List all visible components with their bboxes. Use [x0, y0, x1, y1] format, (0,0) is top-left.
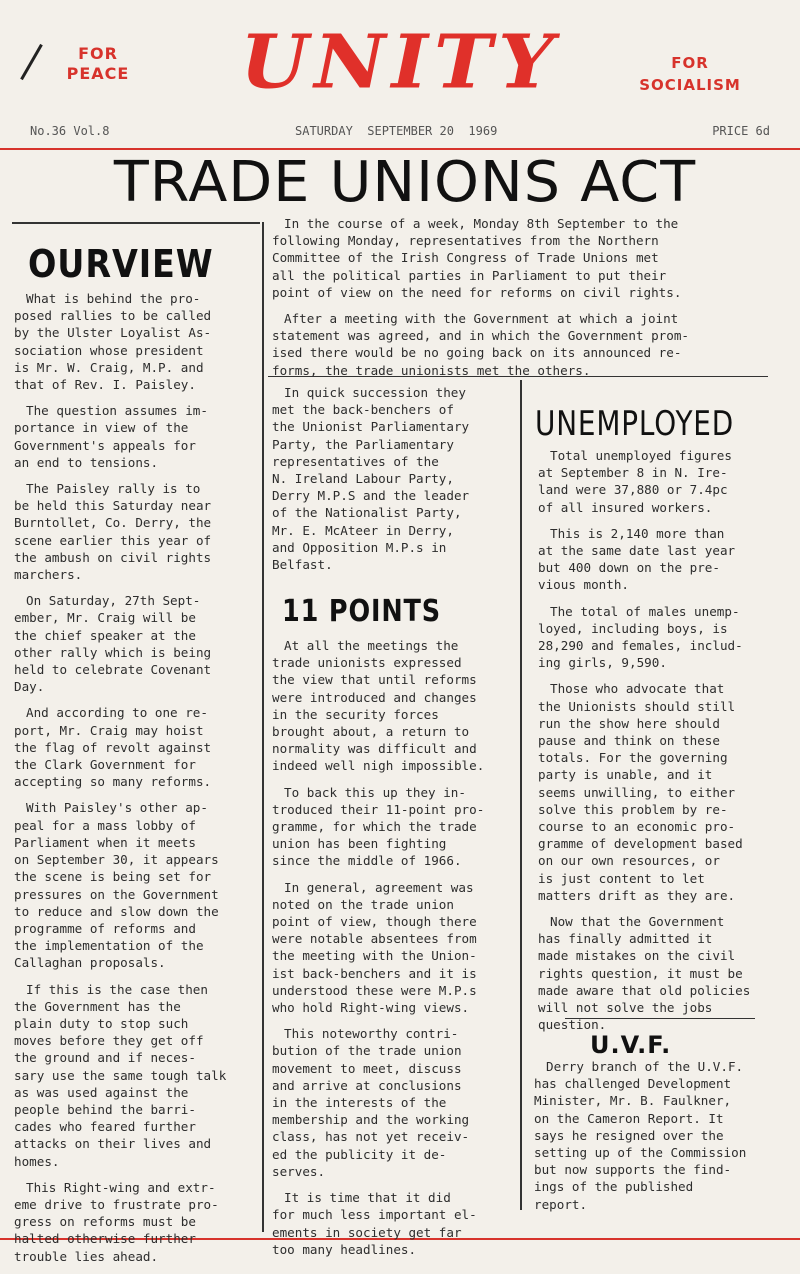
lead-paragraph: In the course of a week, Monday 8th September to the following Monday, representatives from the Northern Committee of the Irish Congress of Trade Unions met all the political parties in Parliament to put their point of view on the need for reforms on civil rights. [272, 216, 682, 300]
issue-price: PRICE 6d [712, 124, 770, 138]
overview-paragraph: On Saturday, 27th Sept- ember, Mr. Craig will be the chief speaker at the other rally which is being held to celebrate Covenant Day. [14, 593, 212, 695]
unemployed-paragraph: Total unemployed figures at September 8 in N. Ire- land were 37,880 or 7.4pc of all insured workers. [538, 448, 732, 515]
issue-bar [30, 124, 770, 144]
right-column-divider [520, 380, 522, 1210]
points-paragraph: To back this up they in- troduced their 11-point pro- gramme, for which the trade union has been fighting since the middle of 1966. [272, 784, 485, 869]
left-column-divider [262, 222, 264, 1232]
overview-paragraph: This Right-wing and extr- eme drive to frustrate pro- gress on reforms must be halted otherwise further trouble lies ahead. [14, 1179, 219, 1264]
overview-paragraph: What is behind the pro- posed rallies to be called by the Ulster Loyalist As- sociation whose president is Mr. W. Craig, M.P. and that of Rev. I. Paisley. [14, 291, 212, 393]
overview-paragraph: The Paisley rally is to be held this Saturday near Burntollet, Co. Derry, the scene earlier this year of the ambush on civil rights marchers. [14, 481, 212, 583]
overview-paragraph: The question assumes im- portance in view of the Government's appeals for an end to tensions. [14, 403, 208, 470]
lead-column [272, 215, 772, 388]
overview-paragraph: And according to one re- port, Mr. Craig may hoist the flag of revolt against the Clark Government for accepting so many reforms. [14, 705, 212, 790]
overview-paragraph: With Paisley's other ap- peal for a mass lobby of Parliament when it meets on September 30, it appears the scene is being set for pressures on the Government to reduce and slow down the programme of reforms and the implementation of the Callaghan proposals. [14, 800, 219, 971]
points-column [272, 637, 517, 1267]
unemployed-heading: UNEMPLOYED [535, 404, 735, 444]
masthead-title: UNITY [240, 19, 560, 106]
uvf-paragraph: Derry branch of the U.V.F. has challenged Development Minister, Mr. B. Faulkner, on the Cameron Report. It says he resigned over the setting up of the Commission but now supports the find- ings of the published report. [534, 1059, 747, 1212]
tagline-peace: FOR PEACE [66, 44, 130, 83]
overview-paragraph: If this is the case then the Government has the plain duty to stop such moves before they get off the ground and if neces- sary use the same tough talk as was used against the people behind the barri- cades who feared further attacks on their lives and homes. [14, 981, 227, 1169]
middle-paragraph: In quick succession they met the back-benchers of the Unionist Parliamentary Party, the Parliamentary representatives of the N. Ireland Labour Party, Derry M.P.S and the leader of the Nationalist Party, Mr. E. McAteer in Derry, and Opposition M.P.s in Belfast. [272, 385, 470, 573]
lead-paragraph: After a meeting with the Government at which a joint statement was agreed, and in which the Government prom- ised there would be no going back on its announced re- forms, the trade unionists met the others. [272, 311, 690, 378]
unemployed-paragraph: The total of males unemp- loyed, including boys, is 28,290 and females, includ- ing girls, 9,590. [538, 603, 743, 671]
headline: TRADE UNIONS ACT [113, 150, 697, 215]
slash-mark [20, 44, 43, 80]
issue-date: SATURDAY SEPTEMBER 20 1969 [295, 124, 498, 138]
tagline-socialism: FOR SOCIALISM [639, 54, 741, 94]
uvf-heading: U.V.F. [590, 1031, 672, 1059]
overview-column [14, 290, 259, 1274]
points-paragraph: In general, agreement was noted on the trade union point of view, though there were notable absentees from the meeting with the Union- ist back-benchers and it is understood these were M.P.s who hold Right-wing views. [272, 879, 477, 1016]
middle-column-top [272, 384, 517, 582]
points-paragraph: It is time that it did for much less important el- ements in society get far too many headlines. [272, 1190, 477, 1257]
overview-heading: OURVIEW [28, 242, 214, 286]
unemployed-paragraph: Those who advocate that the Unionists should still run the show here should pause and think on these totals. For the governing party is unable, and it seems unwilling, to either solve this problem by re- course to an economic pro- gramme of development based on our own resources, or is just content to let matters drift as they are. [538, 681, 743, 903]
uvf-column [534, 1058, 779, 1222]
unemployed-paragraph: This is 2,140 more than at the same date last year but 400 down on the pre- vious month. [538, 525, 736, 593]
points-heading: 11 POINTS [282, 594, 441, 629]
issue-number: No.36 Vol.8 [30, 124, 110, 138]
left-column-top-rule [12, 222, 260, 224]
points-paragraph: At all the meetings the trade unionists expressed the view that until reforms were introduced and changes in the security forces brought about, a return to normality was difficult and indeed well nigh impossible. [272, 638, 485, 774]
points-paragraph: This noteworthy contri- bution of the trade union movement to meet, discuss and arrive at conclusions in the interests of the membership and the working class, has not yet receiv- ed the publicity it de- serves. [272, 1026, 470, 1179]
unemployed-paragraph: Now that the Government has finally admitted it made mistakes on the civil rights question, it must be made aware that old policies will not solve the jobs question. [538, 914, 751, 1033]
unemployed-column [538, 447, 778, 1043]
